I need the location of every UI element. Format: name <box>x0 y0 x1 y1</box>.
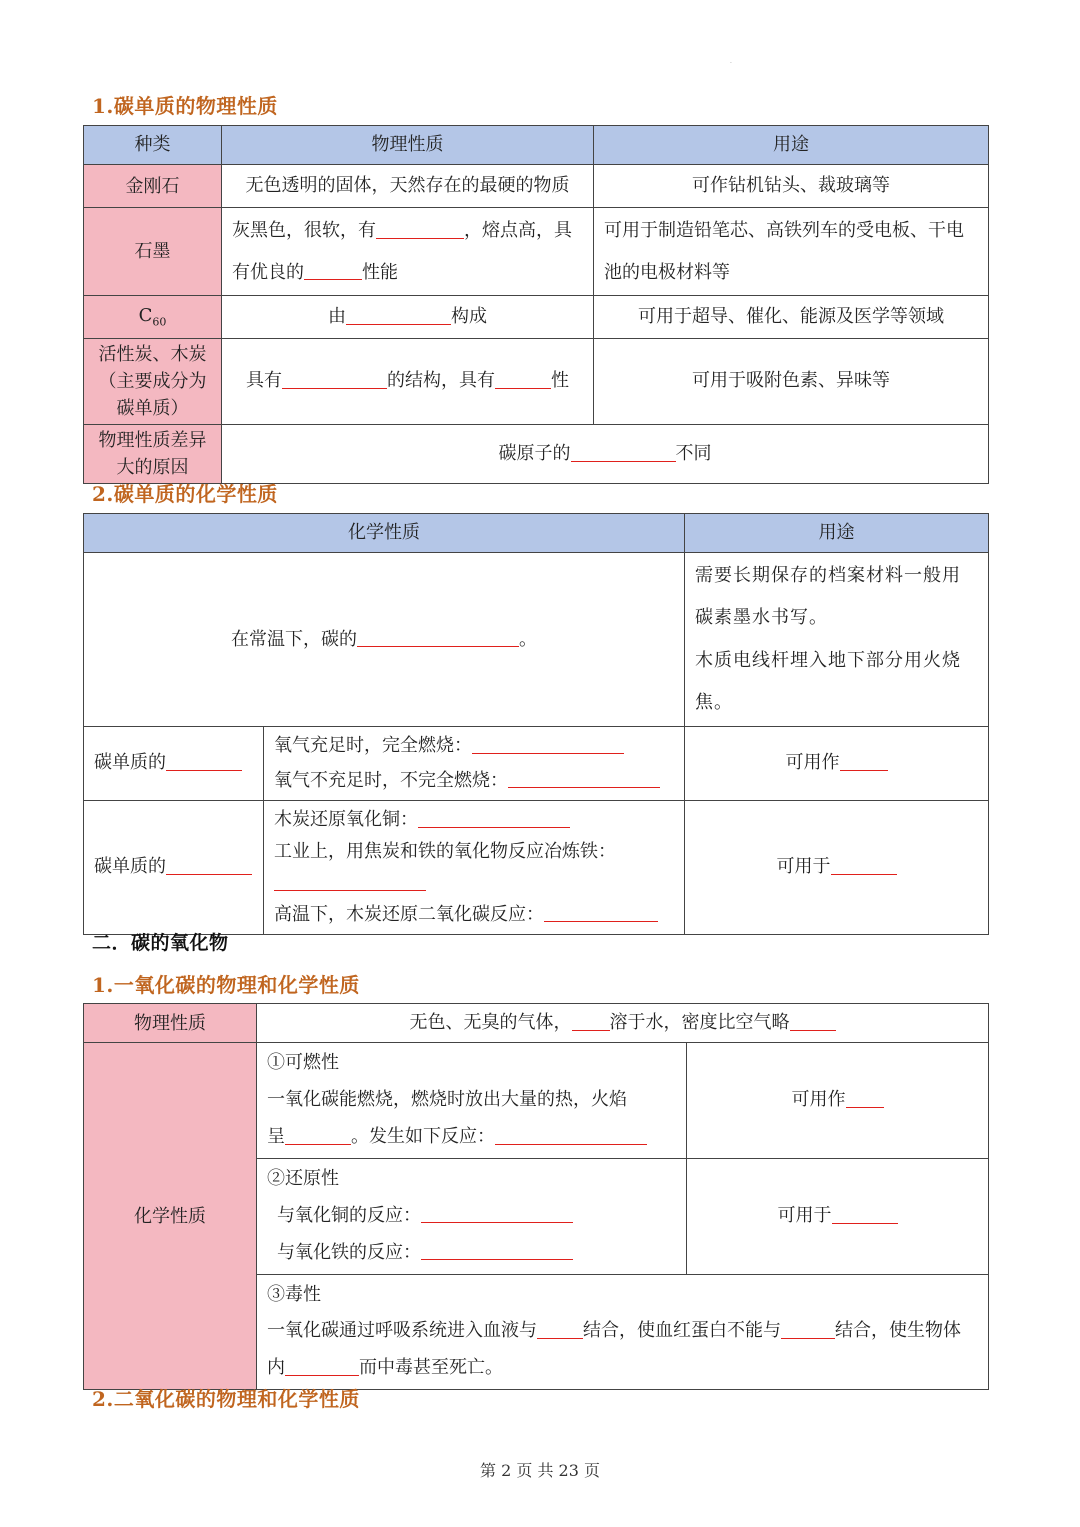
combustion-line1: 氧气充足时，完全燃烧： <box>274 735 472 757</box>
physical-properties-table <box>83 125 989 484</box>
header-property: 物理性质 <box>222 126 594 165</box>
row-c60-prop <box>222 295 594 338</box>
reduction-label-text: 碳单质的 <box>94 856 166 878</box>
combustion-use-text: 可用作 <box>785 752 840 774</box>
blank-co-hemoglobin[interactable] <box>537 1320 583 1339</box>
section4-heading: 2.二氧化碳的物理和化学性质 <box>92 1387 360 1411</box>
activated-prop-c: 性 <box>551 370 569 392</box>
c60-sub: 60 <box>152 316 167 330</box>
row-diamond-prop: 无色透明的固体，天然存在的最硬的物质 <box>222 165 594 208</box>
co-physical-b: 溶于水，密度比空气略 <box>609 1012 790 1033</box>
row-activated-use: 可用于吸附色素、异味等 <box>594 338 989 424</box>
section3-heading: 1.一氧化碳的物理和化学性质 <box>92 973 360 997</box>
graphite-prop-d: 性能 <box>362 261 398 283</box>
co-toxic-title: ③毒性 <box>267 1283 321 1305</box>
chemical-properties-table <box>83 513 989 935</box>
co-flammable-line2-a: 呈 <box>267 1125 285 1147</box>
reduction-line2: 工业上，用焦炭和铁的氧化物反应冶炼铁： <box>274 840 616 862</box>
co-toxic-b: 结合，使血红蛋白不能与 <box>583 1320 781 1342</box>
row-reason-text <box>222 424 989 483</box>
blank-reduction-1[interactable] <box>418 809 570 828</box>
header-type: 种类 <box>84 126 222 165</box>
reduction-use-text: 可用于 <box>776 856 831 878</box>
scan-mark: · <box>730 60 732 67</box>
co-toxic-d: 而中毒甚至死亡。 <box>359 1357 503 1379</box>
co-flammable-line1: 一氧化碳能燃烧，燃烧时放出大量的热，火焰 <box>267 1089 627 1111</box>
combustion-label-text: 碳单质的 <box>94 752 166 774</box>
blank-reduction-3[interactable] <box>544 903 658 922</box>
blank-co-fe2o3[interactable] <box>421 1241 573 1260</box>
reduction-label <box>84 800 264 934</box>
blank-activated-2[interactable] <box>495 370 551 389</box>
co-reducing-title: ②还原性 <box>267 1167 339 1189</box>
stability-text <box>84 553 685 727</box>
co-toxic-c: 结合，使生物体内 <box>267 1320 961 1379</box>
co-toxic <box>257 1274 989 1390</box>
combustion-line2: 氧气不充足时，不完全燃烧： <box>274 769 508 791</box>
activated-prop-b: 的结构，具有 <box>387 370 495 392</box>
blank-reason[interactable] <box>571 443 676 462</box>
activated-prop-a: 具有 <box>246 370 282 392</box>
blank-reduction-2[interactable] <box>274 872 426 891</box>
row-activated-prop <box>222 338 594 424</box>
c60-prop-a: 由 <box>328 305 346 327</box>
co-flammable-title: ①可燃性 <box>267 1052 339 1074</box>
stability-use-2: 木质电线杆埋入地下部分用火烧焦。 <box>695 649 961 714</box>
co-chemical-label: 化学性质 <box>84 1043 257 1390</box>
co-reducing-use <box>687 1158 989 1274</box>
row-c60-name <box>84 295 222 338</box>
row-diamond-use: 可作钻机钻头、裁玻璃等 <box>594 165 989 208</box>
header-chemical: 化学性质 <box>84 514 685 553</box>
reason-text-a: 碳原子的 <box>498 442 571 464</box>
part2-heading: 二．碳的氧化物 <box>92 932 229 954</box>
blank-co-cuo[interactable] <box>421 1204 573 1223</box>
blank-combustion-2[interactable] <box>508 769 660 788</box>
co-properties-table <box>83 1003 989 1390</box>
c60-prop-b: 构成 <box>451 305 487 327</box>
row-graphite-use: 可用于制造铅笔芯、高铁列车的受电板、干电池的电极材料等 <box>594 208 989 296</box>
row-c60-use: 可用于超导、催化、能源及医学等领域 <box>594 295 989 338</box>
blank-co-hypoxia[interactable] <box>285 1357 359 1376</box>
co-flammable-use <box>687 1043 989 1159</box>
reason-text-b: 不同 <box>675 442 712 464</box>
co-reducing <box>257 1158 687 1274</box>
reduction-lines <box>264 800 685 934</box>
c60-base: C <box>138 305 153 327</box>
co-flammable-line2-b: 。发生如下反应： <box>351 1125 495 1147</box>
combustion-use <box>685 727 989 800</box>
header-use: 用途 <box>594 126 989 165</box>
blank-co-smelting[interactable] <box>832 1205 898 1224</box>
row-reason-name: 物理性质差异大的原因 <box>84 424 222 483</box>
graphite-prop-c: 有优良的 <box>232 261 304 283</box>
reduction-line1: 木炭还原氧化铜： <box>274 809 418 831</box>
blank-graphite-2[interactable] <box>304 261 362 280</box>
blank-co-fuel[interactable] <box>846 1089 884 1108</box>
blank-graphite-1[interactable] <box>376 220 464 239</box>
graphite-prop-b: ，熔点高，具 <box>464 220 572 242</box>
co-physical-label: 物理性质 <box>84 1004 257 1043</box>
co-flammable <box>257 1043 687 1159</box>
blank-c60[interactable] <box>346 306 451 325</box>
section2-heading: 2.碳单质的化学性质 <box>92 482 278 506</box>
co-reducing-use-text: 可用于 <box>777 1205 832 1227</box>
blank-co-density[interactable] <box>790 1012 836 1031</box>
row-activated-name: 活性炭、木炭（主要成分为碳单质） <box>84 338 222 424</box>
blank-stability[interactable] <box>357 628 519 647</box>
blank-combustion-1[interactable] <box>472 735 624 754</box>
co-flammable-use-text: 可用作 <box>791 1089 846 1111</box>
row-diamond-name: 金刚石 <box>84 165 222 208</box>
blank-co-soluble[interactable] <box>572 1012 610 1031</box>
blank-combustion-use[interactable] <box>840 752 888 771</box>
row-graphite-prop <box>222 208 594 296</box>
blank-co-oxygen[interactable] <box>781 1320 835 1339</box>
co-physical-a: 无色、无臭的气体， <box>409 1012 572 1033</box>
co-toxic-a: 一氧化碳通过呼吸系统进入血液与 <box>267 1320 537 1342</box>
blank-reduction-label[interactable] <box>166 856 252 875</box>
co-reducing-line1: 与氧化铜的反应： <box>277 1204 421 1226</box>
blank-activated-1[interactable] <box>282 370 387 389</box>
header-chem-use: 用途 <box>685 514 989 553</box>
co-reducing-line2: 与氧化铁的反应： <box>277 1241 421 1263</box>
stability-use <box>685 553 989 727</box>
blank-co-combustion-eq[interactable] <box>495 1126 647 1145</box>
co-physical-text <box>257 1004 989 1043</box>
stability-text-a: 在常温下，碳的 <box>231 628 357 650</box>
graphite-prop-a: 灰黑色，很软，有 <box>232 220 376 242</box>
row-graphite-name: 石墨 <box>84 208 222 296</box>
reduction-line3: 高温下，木炭还原二氧化碳反应： <box>274 903 544 925</box>
combustion-label <box>84 727 264 800</box>
section1-heading: 1.碳单质的物理性质 <box>92 94 278 118</box>
reduction-use <box>685 800 989 934</box>
stability-text-b: 。 <box>519 628 537 650</box>
blank-reduction-use[interactable] <box>831 856 897 875</box>
blank-combustion-label[interactable] <box>166 752 242 771</box>
stability-use-1: 需要长期保存的档案材料一般用碳素墨水书写。 <box>695 565 961 629</box>
blank-co-flame[interactable] <box>285 1126 351 1145</box>
combustion-lines <box>264 727 685 800</box>
page-footer: 第 2 页 共 23 页 <box>480 1461 600 1480</box>
